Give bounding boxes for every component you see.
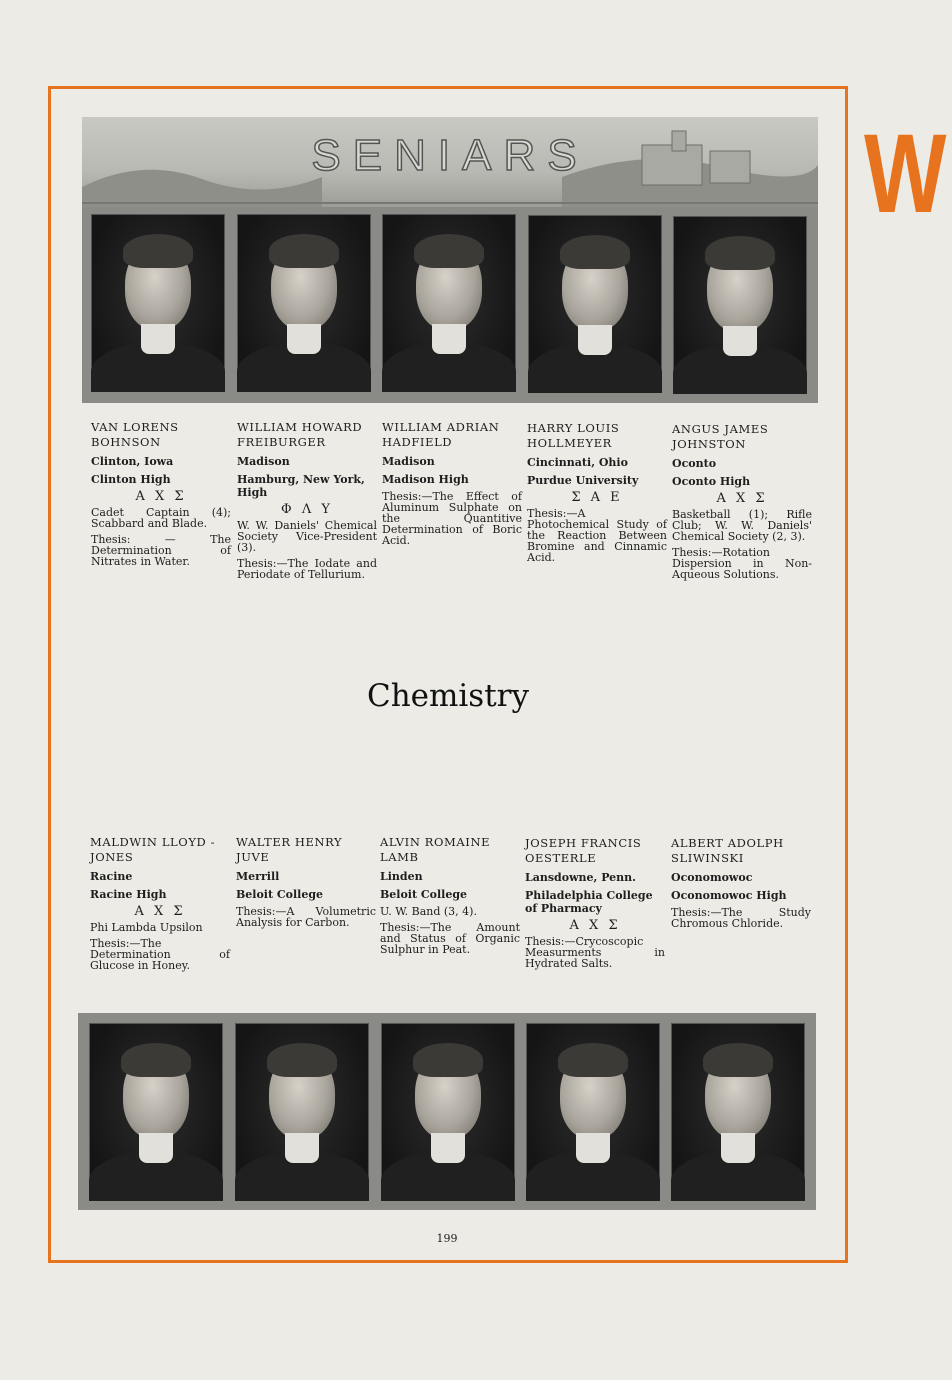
portrait-top-1 xyxy=(91,214,225,392)
school: Racine High xyxy=(90,888,167,901)
thesis: Thesis:—A Photochemical Study of the Reaction Between Bromine and Cinnamic Acid. xyxy=(527,507,667,564)
school: Madison High xyxy=(382,473,469,486)
portrait-bottom-4 xyxy=(526,1023,660,1201)
student-name: ALVIN ROMAINE LAMB xyxy=(380,835,491,864)
hometown: Madison xyxy=(237,455,290,468)
side-letter: W xyxy=(864,111,944,236)
portrait-bottom-5 xyxy=(671,1023,805,1201)
portrait-top-3 xyxy=(382,214,516,392)
bio-top-5 xyxy=(672,422,812,580)
student-name: ANGUS JAMES JOHNSTON xyxy=(672,422,769,451)
bio-bottom-4 xyxy=(525,836,665,969)
portrait-top-2 xyxy=(237,214,371,392)
hometown: Oconomowoc xyxy=(671,871,753,884)
thesis: Thesis:—The Effect of Aluminum Sulphate on the Quantitive Determination of Boric Acid. xyxy=(382,490,522,547)
bio-bottom-3 xyxy=(380,835,520,955)
bio-bottom-5 xyxy=(671,836,811,929)
thesis: Thesis:—The Study Chromous Chloride. xyxy=(671,906,811,930)
portrait-bottom-1 xyxy=(89,1023,223,1201)
hometown: Madison xyxy=(382,455,435,468)
thesis: Thesis:—The Determination of Glucose in Honey. xyxy=(90,937,230,972)
activities: Basketball (1); Rifle Club; W. W. Daniels' Chemical Society (2, 3). xyxy=(672,508,812,543)
bio-top-3 xyxy=(382,420,522,546)
fraternity: Α Χ Σ xyxy=(135,489,187,504)
student-name: HARRY LOUIS HOLLMEYER xyxy=(527,421,620,450)
bio-top-4 xyxy=(527,421,667,563)
portrait-top-4 xyxy=(528,215,662,393)
hometown: Racine xyxy=(90,870,133,883)
hometown: Linden xyxy=(380,870,423,883)
school: Purdue University xyxy=(527,474,639,487)
hometown: Merrill xyxy=(236,870,280,883)
student-name: MALDWIN LLOYD - JONES xyxy=(90,835,216,864)
activities: U. W. Band (3, 4). xyxy=(380,905,477,918)
school: Philadelphia College of Pharmacy xyxy=(525,889,653,915)
department-title: Chemistry xyxy=(366,678,530,714)
bio-top-2 xyxy=(237,420,377,580)
portrait-bottom-2 xyxy=(235,1023,369,1201)
school: Clinton High xyxy=(91,473,171,486)
hometown: Clinton, Iowa xyxy=(91,455,174,468)
school: Beloit College xyxy=(380,888,468,901)
activities: W. W. Daniels' Chemical Society Vice-President (3). xyxy=(237,519,377,554)
thesis: Thesis:—Rotation Dispersion in Non-Aqueous Solutions. xyxy=(672,546,812,581)
activities: Phi Lambda Upsilon xyxy=(90,921,203,934)
bio-bottom-2 xyxy=(236,835,376,928)
fraternity: Α Χ Σ xyxy=(716,491,768,506)
thesis: Thesis:—The Amount and Status of Organic Sulphur in Peat. xyxy=(380,921,520,956)
fraternity: Σ Α Ε xyxy=(571,490,623,505)
bio-top-1 xyxy=(91,420,231,567)
hometown: Lansdowne, Penn. xyxy=(525,871,637,884)
student-name: ALBERT ADOLPH SLIWINSKI xyxy=(671,836,784,865)
thesis: Thesis:—The Iodate and Periodate of Tellurium. xyxy=(237,557,377,581)
student-name: VAN LORENS BOHNSON xyxy=(91,420,179,449)
page-number: 199 xyxy=(436,1232,458,1245)
activities: Cadet Captain (4); Scabbard and Blade. xyxy=(91,506,231,530)
portrait-bottom-3 xyxy=(381,1023,515,1201)
banner-title: SENIARS xyxy=(311,131,589,180)
thesis: Thesis: — The Determination of Nitrates in Water. xyxy=(91,533,231,568)
portrait-top-5 xyxy=(673,216,807,394)
student-name: WILLIAM HOWARD FREIBURGER xyxy=(237,420,363,449)
fraternity: Α Χ Σ xyxy=(134,904,186,919)
hometown: Cincinnati, Ohio xyxy=(527,456,628,469)
student-name: WILLIAM ADRIAN HADFIELD xyxy=(382,420,500,449)
thesis: Thesis:—A Volumetric Analysis for Carbon. xyxy=(236,905,376,929)
thesis: Thesis:—Crycoscopic Measurments in Hydrated Salts. xyxy=(525,935,665,970)
school: Beloit College xyxy=(236,888,324,901)
school: Oconto High xyxy=(672,475,751,488)
student-name: JOSEPH FRANCIS OESTERLE xyxy=(525,836,642,865)
hometown: Oconto xyxy=(672,457,717,470)
banner-illustration xyxy=(82,117,818,207)
school: Hamburg, New York, High xyxy=(237,473,365,499)
fraternity: Φ Λ Υ xyxy=(281,502,333,517)
school: Oconomowoc High xyxy=(671,889,787,902)
bio-bottom-1 xyxy=(90,835,230,971)
fraternity: Α Χ Σ xyxy=(569,918,621,933)
student-name: WALTER HENRY JUVE xyxy=(236,835,343,864)
